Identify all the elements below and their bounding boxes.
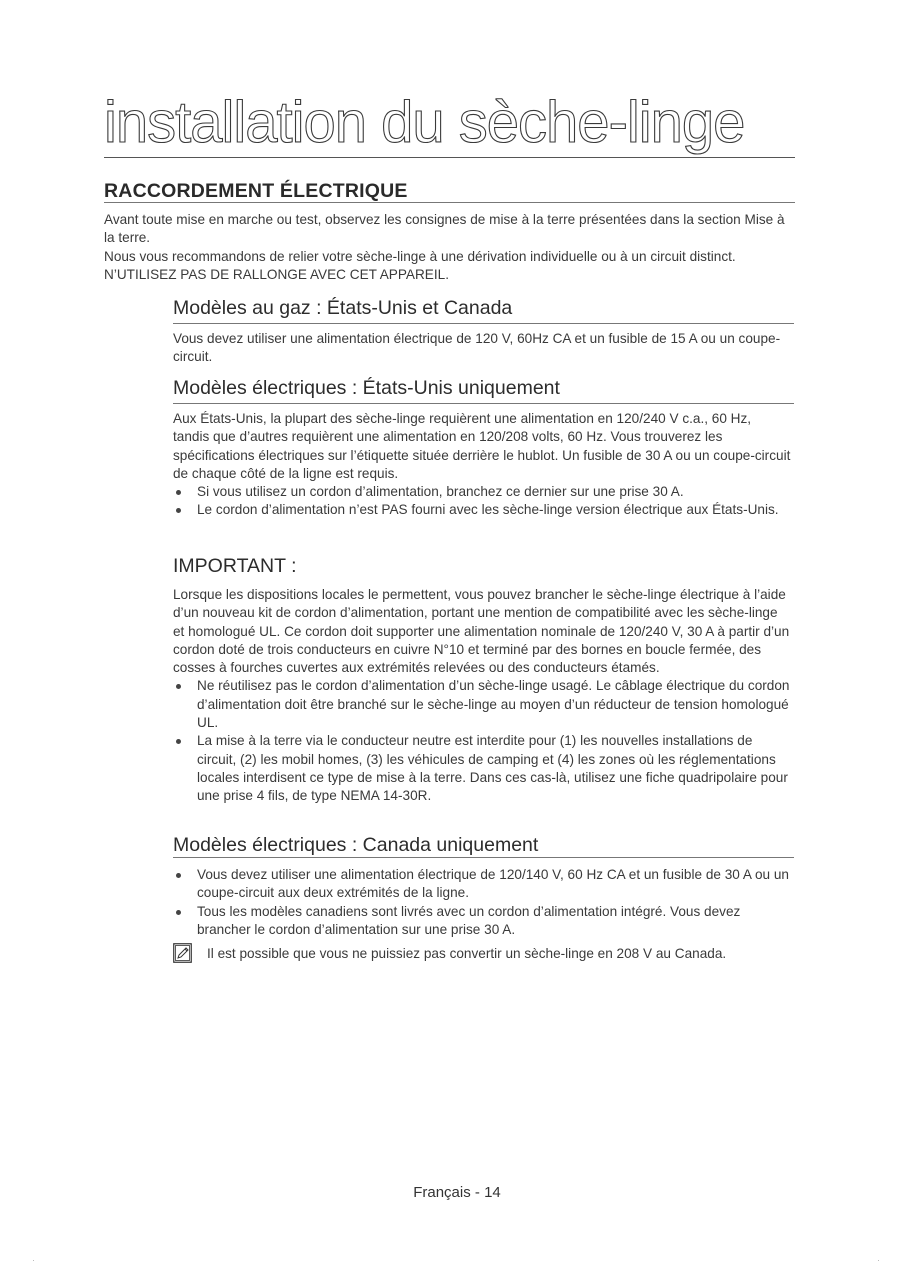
electric-us-text: Aux États-Unis, la plupart des sèche-linge requièrent une alimentation en 120/240 V c.a., 60 Hz, tandis que d’autres requièrent une alimentation en 120/208 volts, 60 Hz. Vous trouverez les spécifications électriques sur l’étiquette située derrière le hublot. Un fusible de 30 A ou un coupe-circuit de chaque côté de la ligne est requis. <box>173 411 791 481</box>
electric-us-heading-rule <box>173 403 794 404</box>
important-bullets <box>173 677 791 805</box>
electric-canada-block <box>173 866 795 939</box>
electric-canada-heading-rule <box>173 857 794 858</box>
list-item: Tous les modèles canadiens sont livrés avec un cordon d’alimentation intégré. Vous devez brancher le cordon d’alimentation sur une prise 30 A. <box>173 903 795 940</box>
section-heading: RACCORDEMENT ÉLECTRIQUE <box>104 180 408 202</box>
gas-block <box>173 330 791 367</box>
gas-heading: Modèles au gaz : États-Unis et Canada <box>173 297 513 319</box>
page-title: installation du sèche-linge <box>104 90 745 155</box>
gas-text: Vous devez utiliser une alimentation électrique de 120 V, 60Hz CA et un fusible de 15 A ou un coupe-circuit. <box>173 331 781 365</box>
electric-us-heading: Modèles électriques : États-Unis uniquement <box>173 377 560 399</box>
list-item: La mise à la terre via le conducteur neutre est interdite pour (1) les nouvelles installations de circuit, (2) les mobil homes, (3) les véhicules de camping et (4) les zones où les réglementations locales interdisent ce type de mise à la terre. Dans ces cas-là, utilisez une fiche quadripolaire pour une prise 4 fils, de type NEMA 14-30R. <box>173 732 791 805</box>
intro-warning: N’UTILISEZ PAS DE RALLONGE AVEC CET APPAREIL. <box>104 266 449 282</box>
list-item: Vous devez utiliser une alimentation électrique de 120/140 V, 60 Hz CA et un fusible de 30 A ou un coupe-circuit aux deux extrémités de la ligne. <box>173 866 795 903</box>
list-item: Si vous utilisez un cordon d’alimentation, branchez ce dernier sur une prise 30 A. <box>173 483 791 501</box>
intro-paragraph: Avant toute mise en marche ou test, observez les consignes de mise à la terre présentées dans la section Mise à la terre. <box>104 212 785 246</box>
note-text: Il est possible que vous ne puissiez pas convertir un sèche-linge en 208 V au Canada. <box>207 946 727 961</box>
important-block <box>173 586 791 806</box>
important-text: Lorsque les dispositions locales le permettent, vous pouvez brancher le sèche-linge électrique à l’aide d’un nouveau kit de cordon d’alimentation, portant une mention de compatibilité avec les sèche-linge et homologué UL. Ce cordon doit supporter une alimentation nominale de 120/240 V, 30 A à partir d’un cordon doté de trois conducteurs en cuivre N°10 et terminé par des bornes en boucle fermée, des cosses à fourches cuvertes aux extrémités relevées ou des conducteurs étamés. <box>173 587 790 676</box>
electric-canada-heading: Modèles électriques : Canada uniquement <box>173 834 539 856</box>
intro-block <box>104 211 794 284</box>
title-rule <box>104 157 795 158</box>
crop-mark <box>878 1260 879 1261</box>
intro-paragraph: Nous vous recommandons de relier votre sèche-linge à une dérivation individuelle ou à un circuit distinct. <box>104 248 736 264</box>
electric-us-bullets <box>173 483 791 520</box>
section-rule <box>104 202 795 203</box>
list-item: Ne réutilisez pas le cordon d’alimentation d’un sèche-linge usagé. Le câblage électrique du cordon d’alimentation doit être branché sur le sèche-linge au moyen d’un réducteur de tension homologué UL. <box>173 677 791 732</box>
gas-heading-rule <box>173 323 794 324</box>
page-footer: Français - 14 <box>413 1184 501 1201</box>
important-heading: IMPORTANT : <box>173 555 297 577</box>
list-item: Le cordon d’alimentation n’est PAS fourni avec les sèche-linge version électrique aux États-Unis. <box>173 501 791 519</box>
electric-us-block <box>173 410 791 520</box>
crop-mark <box>33 1260 34 1261</box>
note-pencil-icon <box>173 943 192 963</box>
electric-canada-bullets <box>173 866 795 939</box>
